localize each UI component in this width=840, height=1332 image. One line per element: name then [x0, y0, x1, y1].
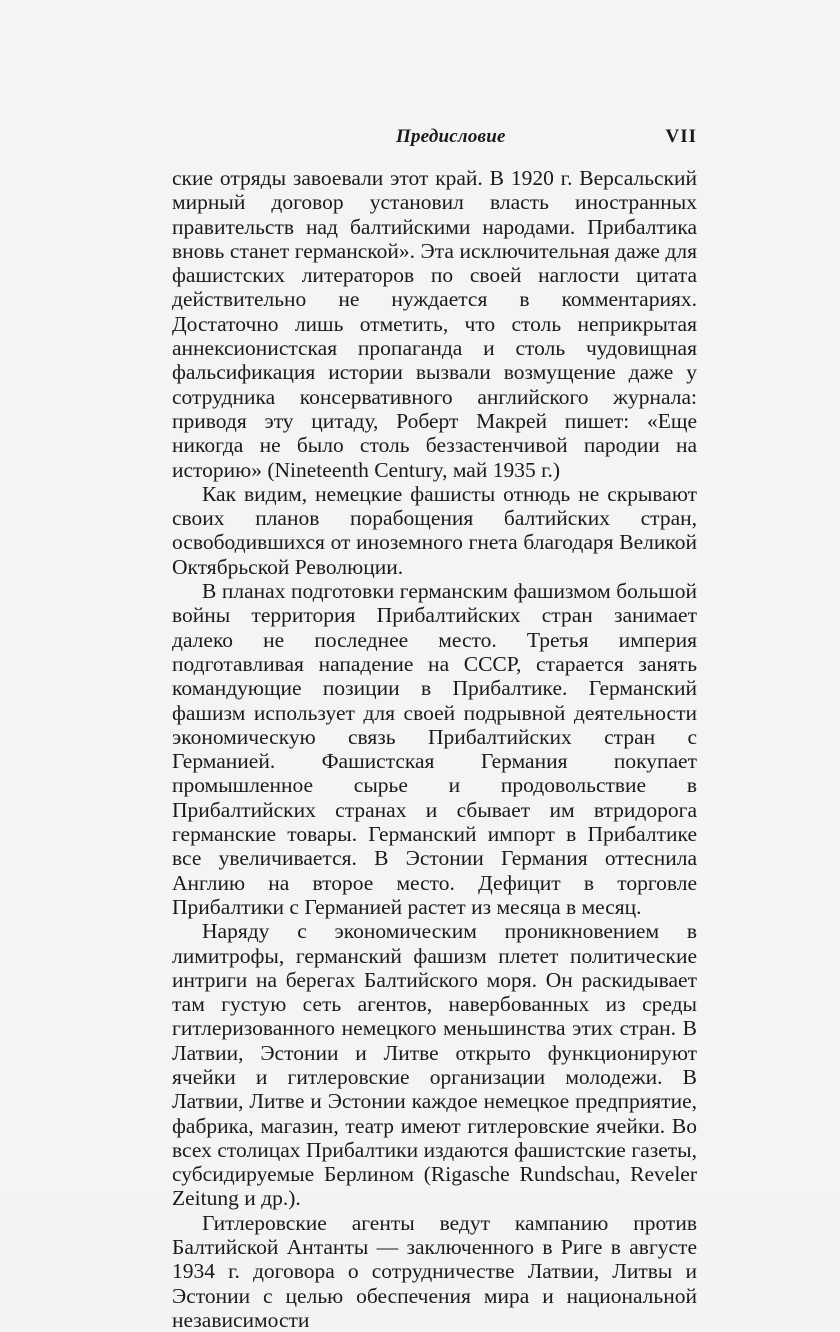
- paragraph: Как видим, немецкие фашисты отнюдь не скрывают своих планов порабощения балтийских стран, освободившихся от иноземного гнета благодаря Великой Октябрьской Революции.: [172, 481, 697, 579]
- page-header: [172, 126, 697, 156]
- running-title: Предисловие: [396, 126, 506, 147]
- paragraph: Наряду с экономическим проникновением в лимитрофы, германский фашизм плетет политические интриги на берегах Балтийского моря. Он раскидывает там густую сеть агентов, навербованных из среды гитлеризованного немецкого меньшинства этих стран. В Латвии, Эстонии и Литве открыто функционируют ячейки и гитлеровские организации молодежи. В Латвии, Литве и Эстонии каждое немецкое предприятие, фабрика, магазин, театр имеют гитлеровские ячейки. Во всех столицах Прибалтики издаются фашистские газеты, субсидируемые Берлином (Rigasche Rundschau, Reveler Zeitung и др.).: [172, 919, 697, 1211]
- paragraph: Гитлеровские агенты ведут кампанию против Балтийской Антанты — заключенного в Риге в августе 1934 г. договора о сотрудничестве Латвии, Литвы и Эстонии с целью обеспечения мира и национальной независимости: [172, 1210, 697, 1332]
- page-number: VII: [665, 126, 697, 147]
- body-text: [172, 166, 697, 1332]
- paragraph: В планах подготовки германским фашизмом большой войны территория Прибалтийских стран занимает далеко не последнее место. Третья империя подготавливая нападение на СССР, старается занять командующие позиции в Прибалтике. Германский фашизм использует для своей подрывной деятельности экономическую связь Прибалтийских стран с Германией. Фашистская Германия покупает промышленное сырье и продовольствие в Прибалтийских странах и сбывает им втридорога германские товары. Германский импорт в Прибалтике все увеличивается. В Эстонии Германия оттеснила Англию на второе место. Дефицит в торговле Прибалтики с Германией растет из месяца в месяц.: [172, 579, 697, 919]
- paragraph-continuation: ские отряды завоевали этот край. В 1920 г. Версальский мирный договор установил власть иностранных правительств над балтийскими народами. Прибалтика вновь станет германской». Эта исключительная даже для фашистских литераторов по своей наглости цитата действительно не нуждается в комментариях. Достаточно лишь отметить, что столь неприкрытая аннексионистская пропаганда и столь чудовищная фальсификация истории вызвали возмущение даже у сотрудника консервативного английского журнала: приводя эту цитаду, Роберт Макрей пишет: «Еще никогда не было столь беззастенчивой пародии на историю» (Nineteenth Century, май 1935 г.): [172, 166, 697, 482]
